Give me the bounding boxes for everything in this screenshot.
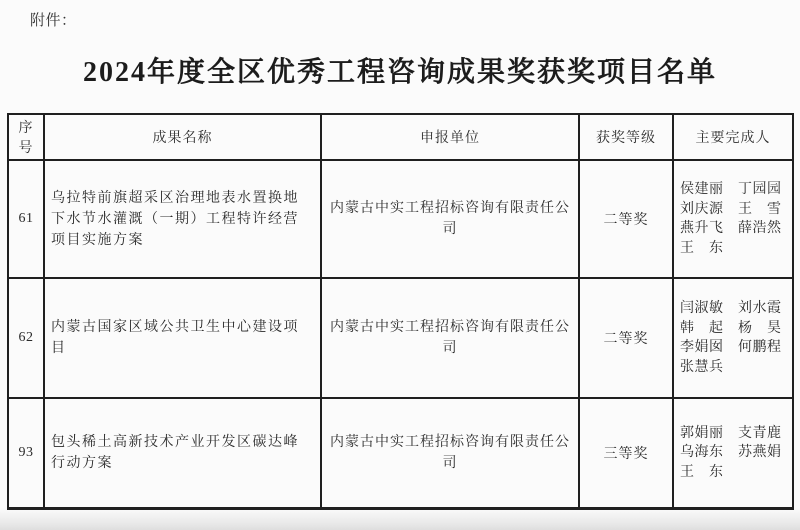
cell-contributors xyxy=(673,160,793,278)
table-row xyxy=(8,278,793,398)
page-title: 2024年度全区优秀工程咨询成果奖获奖项目名单 xyxy=(82,57,717,88)
table-header-row xyxy=(8,114,793,160)
cell-award-level: 三等奖 xyxy=(579,398,673,508)
header-applicant-unit: 申报单位 xyxy=(321,114,579,160)
contributor-line: 侯建丽 丁园园 xyxy=(680,182,782,197)
contributor-line: 张慧兵 xyxy=(680,359,724,375)
cell-award-level: 二等奖 xyxy=(579,278,673,398)
cell-contributors xyxy=(673,398,793,508)
contributor-line: 刘庆源 王 雪 xyxy=(680,201,782,217)
contributor-line: 燕升飞 薛浩然 xyxy=(680,221,782,236)
contributor-line: 郭娟丽 支青鹿 xyxy=(680,425,782,441)
attachment-label: 附件： xyxy=(30,13,77,29)
table-row xyxy=(8,160,793,278)
header-serial-number: 序号 xyxy=(8,114,44,160)
contributor-line: 闫淑敏 刘水霞 xyxy=(680,301,782,316)
cell-applicant-unit: 内蒙古中实工程招标咨询有限责任公司 xyxy=(321,398,579,508)
contributor-line: 李娟囡 何鹏程 xyxy=(680,340,782,355)
contributor-line: 韩 起 杨 昊 xyxy=(680,320,782,336)
cell-applicant-unit: 内蒙古中实工程招标咨询有限责任公司 xyxy=(321,278,579,398)
cell-serial-number: 93 xyxy=(8,398,44,508)
contributor-line: 王 东 xyxy=(680,240,724,256)
cell-applicant-unit: 内蒙古中实工程招标咨询有限责任公司 xyxy=(321,160,579,278)
cell-serial-number: 62 xyxy=(8,278,44,398)
cell-project-name: 包头稀土高新技术产业开发区碳达峰行动方案 xyxy=(44,398,321,508)
table-row xyxy=(8,398,793,508)
header-award-level: 获奖等级 xyxy=(579,114,673,160)
awards-table xyxy=(7,113,794,510)
contributor-line: 乌海东 苏燕娟 xyxy=(680,445,782,460)
cell-award-level: 二等奖 xyxy=(579,160,673,278)
header-contributors: 主要完成人 xyxy=(673,114,793,160)
page-bottom-shadow xyxy=(0,508,800,530)
cell-serial-number: 61 xyxy=(8,160,44,278)
cell-contributors xyxy=(673,278,793,398)
contributor-line: 王 东 xyxy=(680,464,724,480)
cell-project-name: 内蒙古国家区域公共卫生中心建设项目 xyxy=(44,278,321,398)
header-project-name: 成果名称 xyxy=(44,114,321,160)
cell-project-name: 乌拉特前旗超采区治理地表水置换地下水节水灌溉（一期）工程特许经营项目实施方案 xyxy=(44,160,321,278)
